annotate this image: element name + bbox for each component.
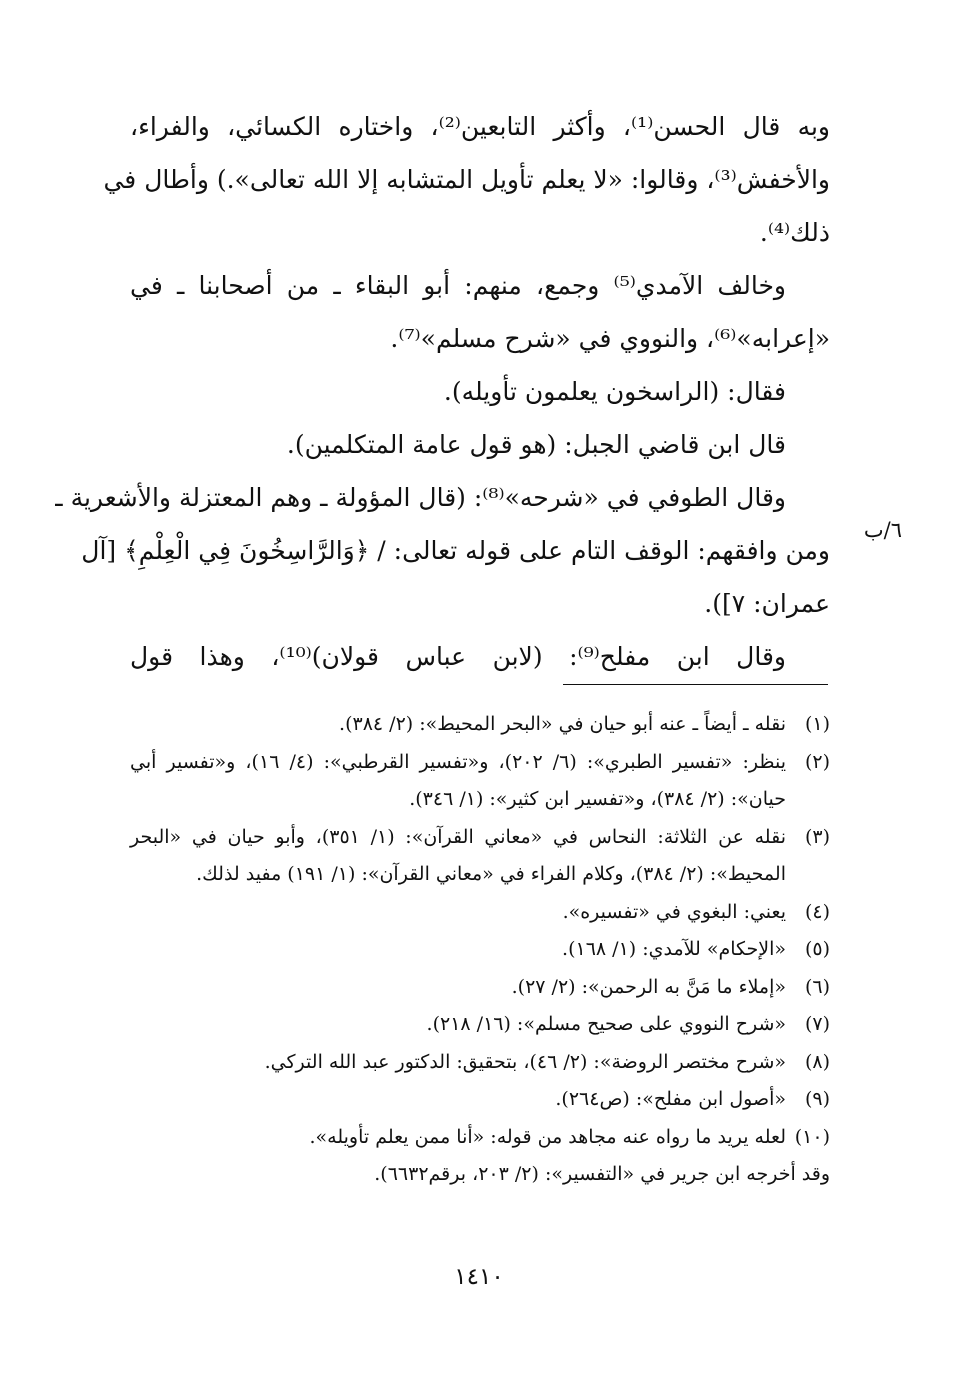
page-number: ١٤١٠: [454, 1264, 504, 1290]
footnote-text: يعني: البغوي في «تفسيره».: [562, 900, 786, 923]
main-text: [55, 100, 830, 683]
text-line: ومن وافقهم: الوقف التام على قوله تعالى: / ﴿وَالرَّاسِخُونَ فِي الْعِلْمِ﴾ [آل: [81, 536, 830, 565]
footnote-continuation: [130, 1156, 830, 1194]
footnote-text: وقد أخرجه ابن جرير في «التفسير»: (٢/ ٢٠٣، برقم٦٦٣٢).: [374, 1163, 830, 1185]
text-line: ذلك⁽⁴⁾.: [759, 218, 830, 247]
text-line: وقال الطوفي في «شرحه»⁽⁸⁾: (قال المؤولة ـ وهم المعتزلة والأشعرية ـ: [55, 483, 786, 512]
footnote: [130, 819, 830, 894]
footnote-text: حيان»: (٢/ ٣٨٤)، و«تفسير ابن كثير»: (١/ ٣٤٦).: [409, 788, 786, 810]
text-line: «إعرابه»⁽⁶⁾، والنووي في «شرح مسلم»⁽⁷⁾.: [390, 324, 830, 353]
footnote-text: «الإحكام» للآمدي: (١/ ١٦٨).: [562, 938, 786, 960]
footnote-number: (٢): [804, 750, 830, 773]
manuscript-folio-marker: ٦/ب: [863, 518, 902, 542]
footnote: [130, 1006, 830, 1044]
text-line: عمران: ٧]).: [704, 589, 830, 618]
footnote-text: المحيط»: (٢/ ٣٨٤)، وكلام الفراء في «معاني القرآن»: (١/ ١٩١) مفيد لذلك.: [196, 863, 786, 885]
footnote-text: «شرح النووي على صحيح مسلم»: (١٦/ ٢١٨).: [426, 1013, 786, 1035]
text-line: وبه قال الحسن⁽¹⁾، وأكثر التابعين⁽²⁾، واختاره الكسائي، والفراء،: [130, 112, 830, 141]
footnote-text: «إملاء ما مَنَّ به الرحمن»: (٢/ ٢٧).: [511, 975, 786, 998]
footnote-number: (٧): [804, 1013, 830, 1035]
footnote-number: (٥): [804, 938, 830, 960]
footnote-text: «شرح مختصر الروضة»: (٢/ ٤٦)، بتحقيق: الدكتور عبد الله التركي.: [264, 1050, 786, 1073]
footnote: [130, 931, 830, 969]
footnote-text: نقله ـ أيضاً ـ عنه أبو حيان في «البحر المحيط»: (٢/ ٣٨٤).: [339, 713, 786, 735]
footnote: [130, 894, 830, 932]
footnote-number: (٤): [804, 900, 830, 923]
footnote-text: لعله يريد ما رواه عنه مجاهد من قوله: «أنا ممن يعلم تأويله».: [309, 1125, 786, 1148]
footnote-separator: [563, 684, 828, 685]
footnote-text: ينظر: «تفسير الطبري»: (٦/ ٢٠٢)، و«تفسير القرطبي»: (٤/ ١٦)، و«تفسير أبي: [130, 750, 786, 773]
footnote: [130, 706, 830, 744]
footnote-number: (٩): [804, 1088, 830, 1110]
footnote-number: (٨): [804, 1050, 830, 1073]
footnote: [130, 744, 830, 819]
footnote: [130, 1119, 830, 1157]
footnote-text: نقله عن الثلاثة: النحاس في «معاني القرآن»: (١/ ٣٥١)، وأبو حيان في «البحر: [130, 825, 786, 848]
footnote: [130, 1044, 830, 1082]
text-line: قال ابن قاضي الجبل: (هو قول عامة المتكلمين).: [286, 430, 786, 459]
footnote-number: (٣): [804, 825, 830, 848]
footnote-number: (٦): [804, 975, 830, 998]
text-line: وخالف الآمدي⁽⁵⁾ وجمع، منهم: أبو البقاء ـ من أصحابنا ـ في: [130, 271, 787, 300]
text-line: والأخفش⁽³⁾، وقالوا: «لا يعلم تأويل المتشابه إلا الله تعالى».) وأطال في: [103, 165, 830, 194]
footnotes: [130, 706, 830, 1194]
footnote-text: «أصول ابن مفلح»: (ص٢٦٤).: [555, 1088, 786, 1110]
footnote: [130, 1081, 830, 1119]
text-line: فقال: (الراسخون يعلمون تأويله).: [443, 377, 786, 406]
footnote: [130, 969, 830, 1007]
footnote-number: (١): [804, 713, 830, 735]
footnote-number: (١٠): [794, 1125, 830, 1148]
text-line: وقال ابن مفلح⁽⁹⁾: (لابن عباس قولان)⁽¹⁰⁾، وهذا قول: [130, 642, 786, 671]
